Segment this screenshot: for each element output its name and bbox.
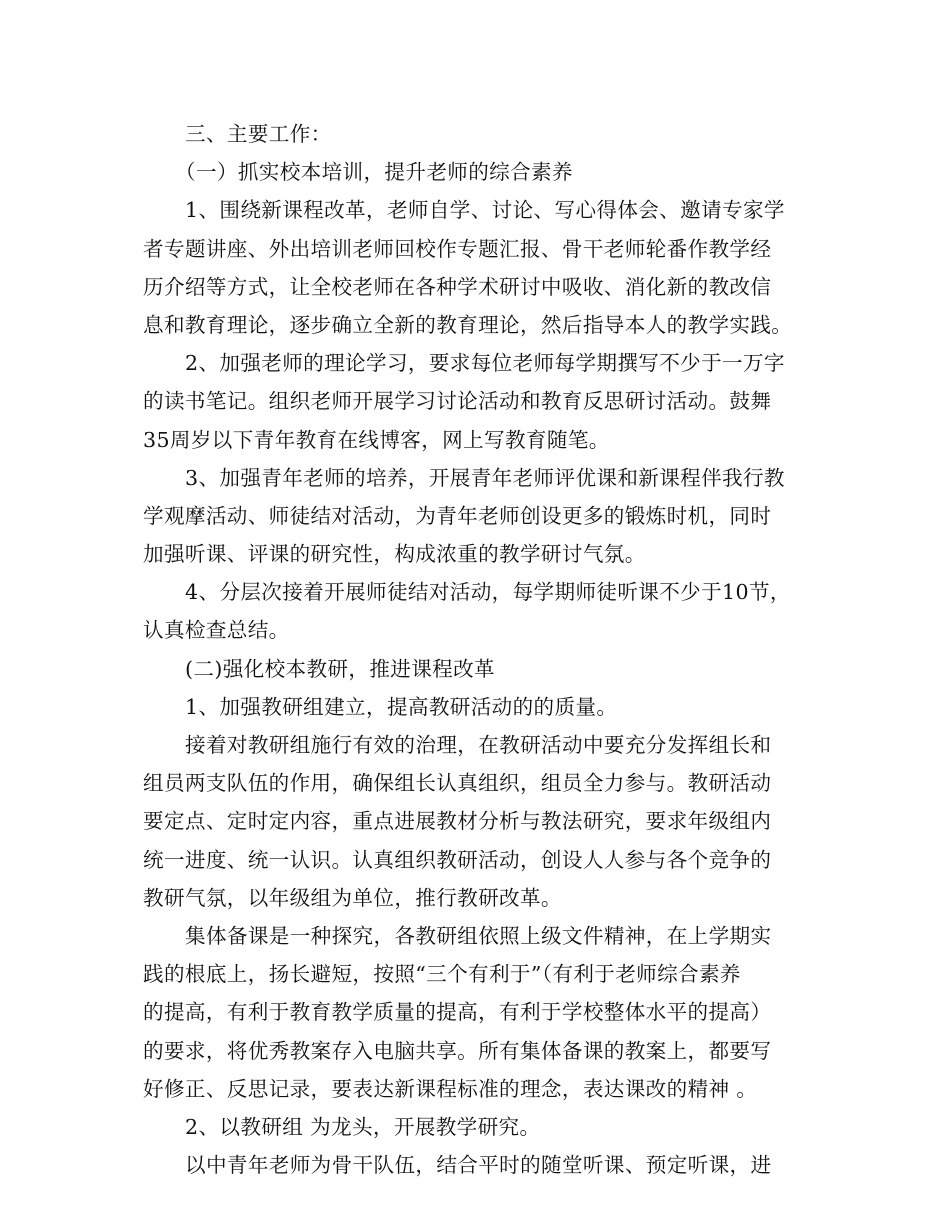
text-line: 的提高，有利于教育教学质量的提高，有利于学校整体水平的提高） — [143, 1000, 772, 1025]
text-line: 加强听课、评课的研究性，构成浓重的教学研讨气氛。 — [143, 542, 646, 567]
text-line: 组员两支队伍的作用，确保组长认真组织，组员全力参与。教研活动 — [143, 771, 772, 796]
text-line: 的读书笔记。组织老师开展学习讨论活动和教育反思研讨活动。鼓舞 — [143, 389, 772, 414]
text-line: 践的根底上，扬长避短，按照“三个有利于”（有利于老师综合素养 — [143, 962, 741, 987]
text-line: 好修正、反思记录，要表达新课程标准的理念，表达课改的精神 。 — [143, 1076, 758, 1101]
text-line: 要定点、定时定内容，重点进展教材分析与教法研究，要求年级组内 — [143, 809, 772, 834]
text-line: 的要求，将优秀教案存入电脑共享。所有集体备课的教案上，都要写 — [143, 1038, 772, 1063]
text-line: 者专题讲座、外出培训老师回校作专题汇报、骨干老师轮番作教学经 — [143, 236, 772, 261]
text-line: 历介绍等方式，让全校老师在各种学术研讨中吸收、消化新的教改信 — [143, 274, 772, 299]
text-line: 集体备课是一种探究，各教研组依照上级文件精神，在上学期实 — [185, 923, 772, 948]
text-line: 1、加强教研组建立，提高教研活动的的质量。 — [185, 694, 618, 719]
text-line: 2、以教研组 为龙头，开展教学研究。 — [185, 1114, 541, 1139]
text-line: 教研气氛，以年级组为单位，推行教研改革。 — [143, 885, 562, 910]
text-line: 以中青年老师为骨干队伍，结合平时的随堂听课、预定听课，进 — [185, 1153, 772, 1178]
text-line: 4、分层次接着开展师徒结对活动，每学期师徒听课不少于10节， — [185, 580, 791, 605]
text-line: 学观摩活动、师徒结对活动，为青年老师创设更多的锻炼时机，同时 — [143, 503, 772, 528]
document-body — [143, 115, 811, 1184]
text-line: 35周岁以下青年教育在线博客，网上写教育随笔。 — [143, 427, 610, 452]
text-line: 3、加强青年老师的培养，开展青年老师评优课和新课程伴我行教 — [185, 465, 785, 490]
text-line: 认真检查总结。 — [143, 618, 290, 643]
text-line: (二)强化校本教研，推进课程改革 — [185, 656, 495, 681]
text-line: 统一进度、统一认识。认真组织教研活动，创设人人参与各个竞争的 — [143, 847, 772, 872]
text-line: （一）抓实校本培训，提升老师的综合素养 — [175, 160, 573, 185]
text-line: 三、主要工作： — [185, 122, 332, 146]
text-line: 息和教育理论，逐步确立全新的教育理论，然后指导本人的教学实践。 — [143, 312, 793, 337]
text-line: 接着对教研组施行有效的治理，在教研活动中要充分发挥组长和 — [185, 733, 772, 757]
text-line: 2、加强老师的理论学习，要求每位老师每学期撰写不少于一万字 — [185, 351, 785, 376]
text-line: 1、围绕新课程改革，老师自学、讨论、写心得体会、邀请专家学 — [185, 198, 785, 223]
